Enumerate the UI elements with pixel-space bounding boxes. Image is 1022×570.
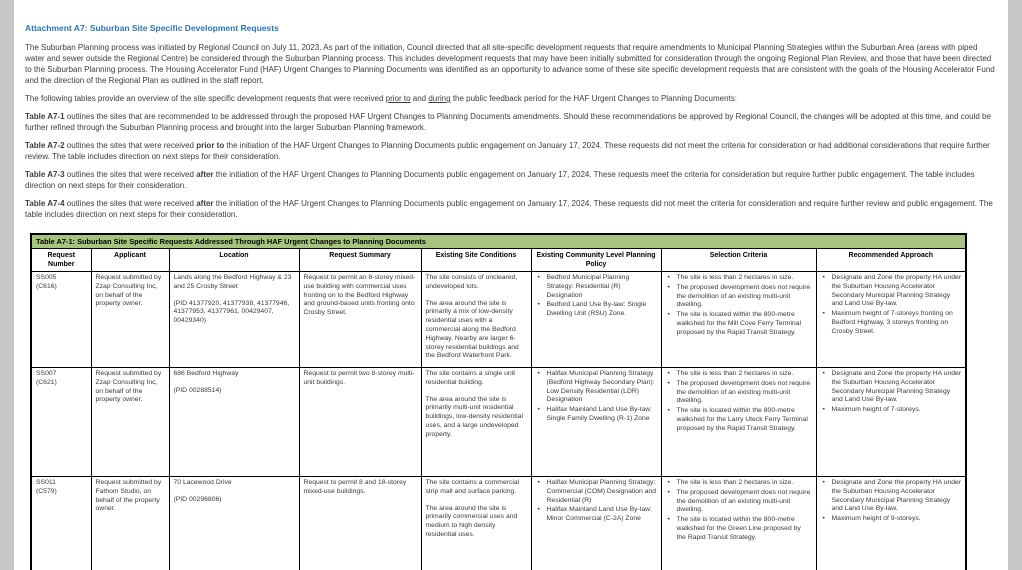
cell-text: SS007	[36, 370, 57, 377]
table-title: Table A7-1: Suburban Site Specific Requests Addressed Through HAF Urgent Changes to Planning Documents	[31, 234, 966, 249]
column-header-5: Existing Site Conditions	[421, 249, 531, 272]
bullet-item: • Maximum height of 7-storeys fronting on Bedford Highway, 3 storeys fronting on Crosby Street.	[821, 310, 962, 336]
bullet-item: • The site is less than 2 hectares in size.	[666, 479, 812, 488]
bullet-item: • Halifax Mainland Land Use By-law: Minor Commercial (C-2A) Zone	[536, 506, 657, 524]
cell-recommended-approach	[816, 477, 966, 570]
cell-text: The area around the site is primarily multi-unit residential buildings, low-density residential uses, and a large undeveloped property.	[425, 395, 523, 438]
cell-text: The area around the site is primarily commercial uses and medium to high density residential uses.	[425, 504, 518, 538]
column-header-4: Request Summary	[299, 249, 421, 272]
cell-applicant	[91, 477, 169, 570]
cell-selection-criteria	[661, 368, 816, 477]
paragraph-2: The following tables provide an overview of the site specific development requests that were received prior to and during the public feedback period for the HAF Urgent Changes to Planning Documents:	[25, 94, 737, 103]
bullet-item: • Halifax Mainland Land Use By-law: Single Family Dwelling (R-1) Zone	[536, 406, 657, 424]
cell-selection-criteria	[661, 477, 816, 570]
cell-request-number	[31, 272, 91, 368]
cell-site-conditions	[421, 368, 531, 477]
cell-text: SS005	[36, 274, 57, 281]
page-title: Attachment A7: Suburban Site Specific Development Requests	[25, 23, 279, 33]
cell-site-conditions	[421, 272, 531, 368]
table-header-row	[31, 249, 966, 272]
bullet-item: • Designate and Zone the property HA under the Suburban Housing Accelerator Secondary Municipal Planning Strategy and Land Use By-law.	[821, 479, 962, 514]
cell-text: (PID 00288514)	[173, 386, 222, 394]
paragraph-6: Table A7-4 outlines the sites that were received after the initiation of the HAF Urgent Changes to Planning Documents public engagement on January 17, 2024. These requests did not meet the criteria for consideration and require further review and public engagement. The table includes direction on next steps for their consideration.	[25, 199, 993, 219]
cell-text: The area around the site is primarily a mix of low-density residential uses with a commercial along the Bedford Highway. Nearby are larger 6-storey residential buildings and the Bedford Waterfront Park.	[425, 299, 519, 360]
bullet-item: • The site is located within the 800-metre walkshed for the Green Line proposed by the Rapid Transit Strategy.	[666, 516, 812, 542]
bullet-item: • Halifax Municipal Planning Strategy: Commercial (COM) Designation and Residential (R)	[536, 479, 657, 505]
bullet-item: • The proposed development does not require the demolition of an existing multi-unit dwelling.	[666, 489, 812, 515]
table-row	[31, 477, 966, 570]
cell-text: (C621)	[36, 378, 57, 386]
bullet-item: • Designate and Zone the property HA under the Suburban Housing Accelerator Secondary Municipal Planning Strategy and Land Use By-law.	[821, 370, 962, 405]
cell-text: Request to permit an 8-storey mixed-use building with commercial uses fronting on to the Bedford Highway and ground-based units fronting onto Crosby Street.	[303, 274, 416, 317]
cell-planning-policy	[531, 477, 661, 570]
document-page	[14, 0, 1008, 570]
bullet-item: • The site is located within the 800-metre walkshed for the Mill Cove Ferry Terminal proposed by the Rapid Transit Strategy.	[666, 311, 812, 337]
cell-text: Request submitted by Fathom Studio, on behalf of the property owner.	[95, 479, 162, 513]
column-header-8: Recommended Approach	[816, 249, 966, 272]
bullet-item: • The site is less than 2 hectares in size.	[666, 274, 812, 283]
cell-planning-policy	[531, 368, 661, 477]
cell-text: (PID 41377920, 41377938, 41377946, 41377953, 41377961, 00429407, 00429340)	[173, 299, 290, 325]
column-header-2: Applicant	[91, 249, 169, 272]
cell-request-number	[31, 368, 91, 477]
bullet-item: • The site is less than 2 hectares in size.	[666, 370, 812, 379]
table-a7-1	[30, 233, 967, 570]
table-row	[31, 272, 966, 368]
cell-location	[169, 272, 299, 368]
cell-applicant	[91, 272, 169, 368]
cell-text: The site contains a single unit residential building.	[425, 370, 516, 386]
cell-text: (C616)	[36, 282, 57, 290]
bullet-item: • Bedford Land Use By-law: Single Dwelling Unit (RSU) Zone.	[536, 301, 657, 319]
cell-recommended-approach	[816, 368, 966, 477]
cell-text: (PID 00296806)	[173, 495, 222, 503]
cell-text: 70 Lacewood Drive	[173, 479, 232, 486]
cell-text: The site consists of uncleared, undeveloped lots.	[425, 274, 518, 290]
bullet-item: • Maximum height of 7-storeys.	[821, 406, 962, 415]
cell-location	[169, 368, 299, 477]
table-row	[31, 368, 966, 477]
column-header-6: Existing Community Level Planning Policy	[531, 249, 661, 272]
bullet-item: • The site is located within the 800-metre walkshed for the Larry Uteck Ferry Terminal proposed by the Rapid Transit Strategy.	[666, 407, 812, 433]
cell-text: 686 Bedford Highway	[173, 370, 239, 377]
bullet-item: • The proposed development does not require the demolition of an existing multi-unit dwelling.	[666, 380, 812, 406]
cell-site-conditions	[421, 477, 531, 570]
document-content	[14, 0, 1008, 570]
bullet-item: • Bedford Municipal Planning Strategy: Residential (R) Designation	[536, 274, 657, 300]
cell-planning-policy	[531, 272, 661, 368]
paragraph-4: Table A7-2 outlines the sites that were received prior to the initiation of the HAF Urgent Changes to Planning Documents public engagement on January 17, 2024. These requests did not meet the criteria for consideration or had additional considerations that require further review. The table includes direction on next steps for their consideration.	[25, 141, 990, 161]
cell-text: Request submitted by Zzap Consulting Inc, on behalf of the property owner.	[95, 274, 162, 308]
cell-location	[169, 477, 299, 570]
cell-text: Request submitted by Zzap Consulting Inc, on behalf of the property owner.	[95, 370, 162, 404]
paragraph-5: Table A7-3 outlines the sites that were received after the initiation of the HAF Urgent Changes to Planning Documents public engagement on January 17, 2024. These requests meet the criteria for consideration but require further public engagement. The table includes direction on next steps for their consideration.	[25, 170, 975, 190]
cell-selection-criteria	[661, 272, 816, 368]
cell-recommended-approach	[816, 272, 966, 368]
paragraph-3: Table A7-1 outlines the sites that are recommended to be addressed through the proposed HAF Urgent Changes to Planning Documents amendments. Should these recommendations be approved by Regional Council, the changes will be adopted at this time, and could be further refined through the Suburban Planning process and brought into the larger Suburban Planning framework.	[25, 112, 991, 132]
cell-text: Request to permit two 8-storey multi-unit buildings.	[303, 370, 415, 386]
cell-text: The site contains a commercial strip mall and surface parking.	[425, 479, 520, 495]
cell-text: Request to permit 8 and 18-storey mixed-use buildings.	[303, 479, 407, 495]
cell-request-summary	[299, 368, 421, 477]
bullet-item: • Halifax Municipal Planning Strategy (Bedford Highway Secondary Plan): Low Density Residential (LDR) Designation	[536, 370, 657, 405]
cell-request-summary	[299, 272, 421, 368]
paragraph-1: The Suburban Planning process was initiated by Regional Council on July 11, 2023. As part of the initiation, Council directed that all site-specific development requests that require amendments to Municipal Planning Strategies within the Suburban Area (areas with piped water and sewer outside the Regional Centre) be considered through the Suburban Planning process. This includes development requests that may have been initially submitted for consideration through the ongoing Regional Plan Review, and those that have been directed to the Suburban Planning process. The Housing Accelerator Fund (HAF) Urgent Changes to Planning Documents was identified as an opportunity to advance some of these site specific development requests that are consistent with the goals of the Housing Accelerator Fund and the direction of the Regional Plan as outlined in the staff report.	[25, 43, 995, 85]
cell-text: (C579)	[36, 487, 57, 495]
bullet-item: • Designate and Zone the property HA under the Suburban Housing Accelerator Secondary Municipal Planning Strategy and Land Use By-law.	[821, 274, 962, 309]
intro-paragraphs	[25, 42, 995, 220]
bullet-item: • Maximum height of 9-storeys.	[821, 515, 962, 524]
column-header-3: Location	[169, 249, 299, 272]
table-title-row	[31, 234, 966, 249]
bullet-item: • The proposed development does not require the demolition of an existing multi-unit dwelling.	[666, 284, 812, 310]
cell-applicant	[91, 368, 169, 477]
cell-request-number	[31, 477, 91, 570]
column-header-1: Request Number	[31, 249, 91, 272]
cell-request-summary	[299, 477, 421, 570]
column-header-7: Selection Criteria	[661, 249, 816, 272]
cell-text: Lands along the Bedford Highway & 23 and 25 Crosby Street	[173, 274, 292, 290]
cell-text: SS011	[36, 479, 56, 486]
